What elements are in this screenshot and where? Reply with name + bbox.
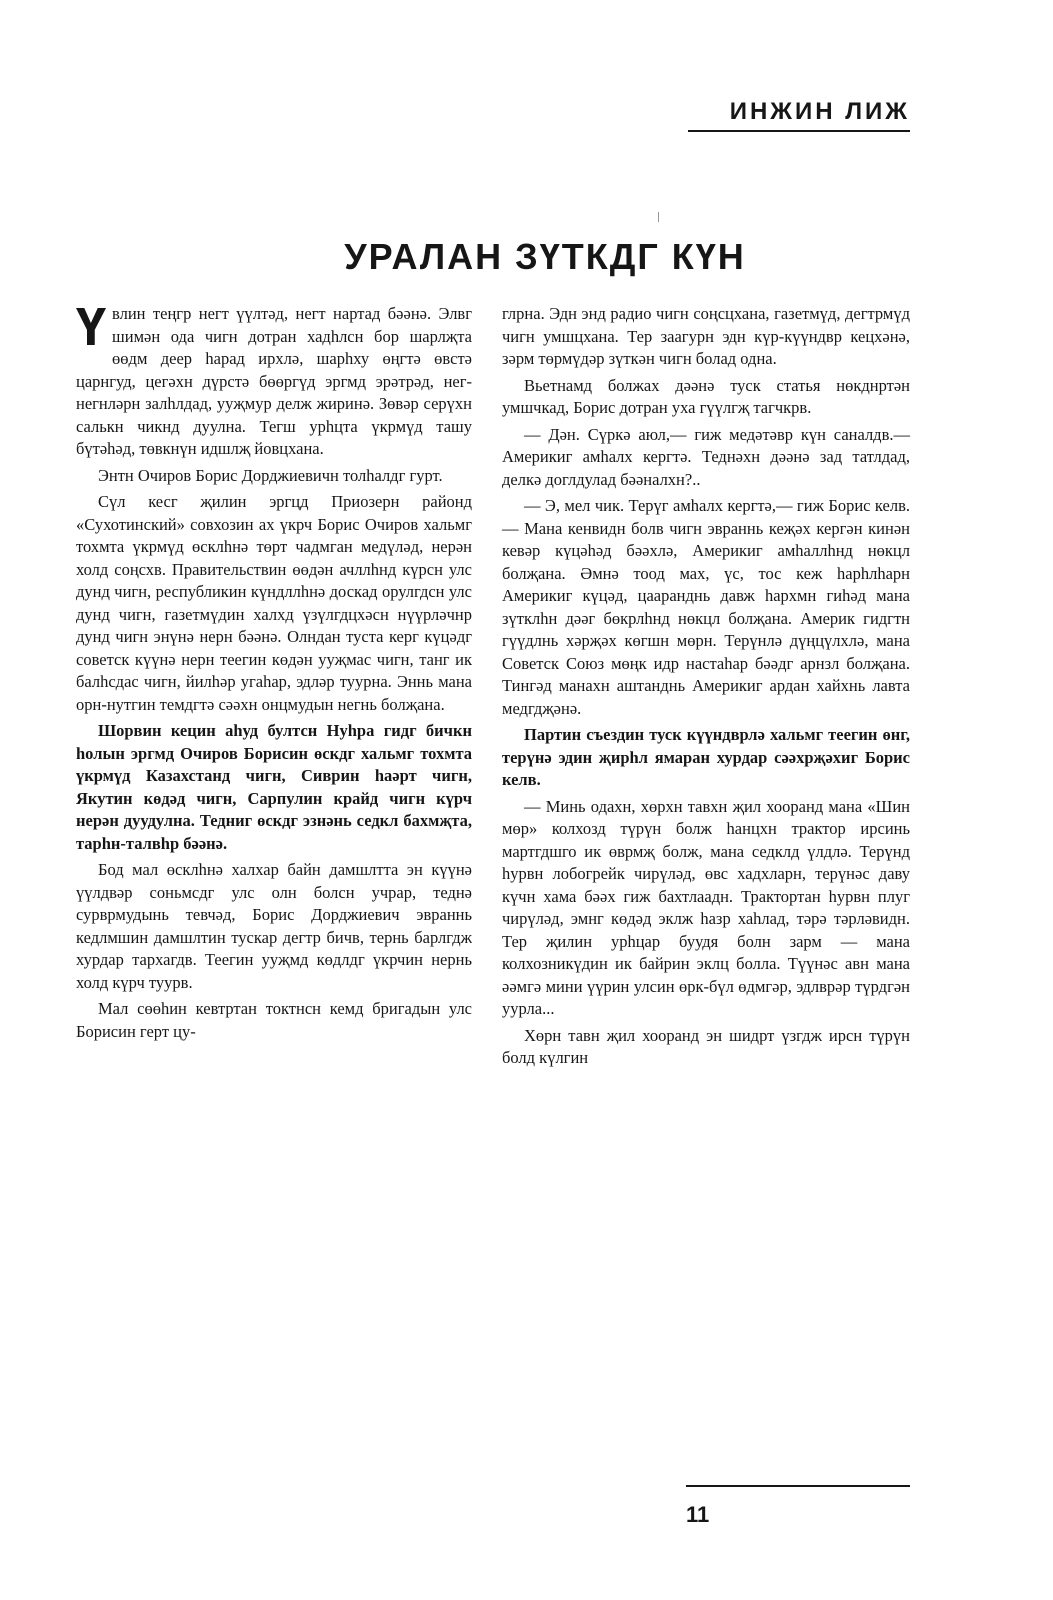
section-header: ИНЖИН ЛИЖ xyxy=(688,98,910,132)
paragraph-text: влин теңгр негт үүлтәд, негт нартад бәәнә. Элвг шимән ода чигн дотран хадһлсн бор шарлҗта өөдм деер һарад ирхлә, шарһху өңгтә өвстә царнгуд, цегәхн дүрстә бөөргүд эргмд эрәтрәд, нег-негнләрн залһлдад, ууҗмур делж жиринә. Зөвәр серүхн салькн чикнд дуулна. Тегш урһцта үкрмүд ташу бүтәһәд, төвкнүн идшлҗ йовцхана. xyxy=(76,304,472,458)
paragraph: Хөрн тавн җил хооранд эн шидрт үзгдж ирсн түрүн болд күлгин xyxy=(502,1025,910,1067)
article-title: УРАЛАН ЗҮТКДГ КҮН xyxy=(344,236,746,277)
left-column xyxy=(76,297,472,1047)
paragraph: Партин съездин туск күүндврлә хальмг теегин өнг, терүнә эдин җирһл ямаран хурдар сәәхрҗәхиг Борис келв. xyxy=(502,725,910,789)
drop-cap: Ү xyxy=(76,297,107,357)
paragraph: Вьетнамд болжах дәәнә туск статья нөкднртән умшчкад, Борис дотран уха гүүлгҗ тагчкрв. xyxy=(502,375,910,417)
paragraph: — Минь одахн, хөрхн тавхн җил хооранд мана «Шин мөр» колхозд түрүн болж һанцхн трактор ирсинь мартгдшго ик өврмҗ болж, мана седклд үлдлә. Терүнд һурвн лобогрейк чирүләд, өвс хадхларн, терүнәс даву күчн хама бәәх гиж бахтлаадн. Трактортан һурвн плуг чирүләд, эмнг көдәд эклж һазр хаһлад, тәрә тәрләвидн. Тер җилин урһцар буудя болн зарм — мана колхозникүдин ик байрин эклц болла. Түүнәс авн мана әәмгә мини үүрин улсин өрк-бүл өдмгәр, эдлврәр түрдгән уурла... xyxy=(502,796,910,1018)
paragraph: — Э, мел чик. Терүг амһалх кергтә,— гиж Борис келв.— Мана кенвидн болв чигн эвраннь кеҗәх кергән кинән кевәр күцәһәд бәәхлә, Америкиг амһаллһнд нөкцл болҗана. Әмнә тоод мах, үс, тос кеж һарһлһарн Америкиг күцәд, цааранднь давж һархмн гиһәд мана зүтклһн дәәг бөкрлһнд нөкцл болҗана. Америк гидгтн гүүдлнь хәрҗәх көгшн мөрн. Терүнлә дүңцүлхлә, мана Советск Союз мөңк идр настаһар бәәдг арнзл болҗана. Тингәд манахн аштанднь Америкиг ардан хайхнь лавта медгдҗәнә. xyxy=(502,496,910,718)
right-column xyxy=(502,303,910,1074)
paragraph: Шорвин кецин аһуд бултсн Нуһра гидг бичкн һолын эргмд Очиров Борисин өскдг хальмг тохмта үкрмүд Казахстанд чигн, Сиврин һаәрт чигн, Якутин көдәд чигн, Сарпулин крайд чигн күрч нерән дуудулна. Тедниг өскдг эзнәнь седкл бахмҗта, тарһн-талвһр бәәнә. xyxy=(76,721,472,853)
paragraph: Сүл кесг җилин эргцд Приозерн районд «Сухотинский» совхозин ах үкрч Борис Очиров хальмг тохмта үкрмүд өсклһнә төрт чадмган медүләд, нерән холд соңсхв. Правительствин өөдән ачллһнд күрсн улс дунд чигн, республикин күндллһнә доскад орулгдсн улс дунд чигн, газетмүдин халхд үзүлгдцхәсн нүүрләчнр дунд чигн энүнә нерн бәәнә. Олндан туста керг күцәдг советск күүнә нерн теегин көдән ууҗмас чигн, танг ик балһсдас чигн, йилһәр угаһар, эдләр туурна. Эннь мана орн-нутгин темдгтә сәәхн онцмудын негнь болҗана. xyxy=(76,492,472,714)
paragraph: Бод мал өсклһнә халхар байн дамшлтта эн күүнә үүлдвәр соньмсдг улс олн болсн учрар, теднә сурврмудынь тевчәд, Борис Дорджиевич эвраннь кедлмшин дамшлтин тускар дегтр бичв, тернь барлгдж хурдар тархагдв. Теегин ууҗмд көдлдг үкрчин нернь холд күрч туурв. xyxy=(76,860,472,992)
paragraph xyxy=(76,297,472,461)
paragraph: Мал сөөһин кевтртан токтнсн кемд бригадын улс Борисин герт цу- xyxy=(76,999,472,1041)
print-mark xyxy=(658,212,659,222)
paragraph: глрна. Эдн энд радио чигн соңсцхана, газетмүд, дегтрмүд чигн умшцхана. Тер заагурн эдн күр-күүндвр кецхәнә, зәрм төрмүдәр зүткән чигн болад одна. xyxy=(502,304,910,368)
page-number: 11 xyxy=(686,1502,710,1527)
paragraph: Энтн Очиров Борис Дорджиевичн толһалдг гурт. xyxy=(98,465,443,485)
footer-rule xyxy=(686,1485,910,1487)
paragraph: — Дән. Сүркә аюл,— гиж медәтәвр күн саналдв.— Америкиг амһалх кергтә. Теднәхн дәәнә зад татлдад, делкә доглдулад бәәналхн?.. xyxy=(502,424,910,489)
